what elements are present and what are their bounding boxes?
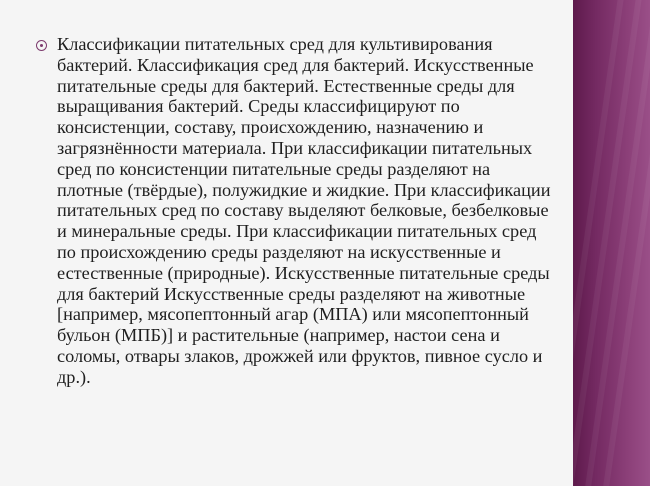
bullet-text: Классификации питательных сред для культивирования бактерий. Классификация сред для бактерий. Искусственные питательные среды для бактерий. Естественные среды для выращивания бактерий. Среды классифицируют по консистенции, составу, происхождению, назначению и загрязнённости материала. При классификации питательных сред по консистенции питательные среды разделяют на плотные (твёрдые), полужидкие и жидкие. При классификации питательных сред по составу выделяют белковые, безбелковые и минеральные среды. При классификации питательных сред по происхождению среды разделяют на искусственные и естественные (природные). Искусственные питательные среды для бактерий Искусственные среды разделяют на животные [например, мясопептонный агар (МПА) или мясопептонный бульон (МПБ)] и растительные (например, настои сена и соломы, отвары злаков, дрожжей или фруктов, пивное сусло и др.). [57, 34, 551, 387]
bullet-item [36, 34, 556, 388]
decorative-side-band [573, 0, 650, 486]
circle-bullet-icon [36, 40, 47, 51]
